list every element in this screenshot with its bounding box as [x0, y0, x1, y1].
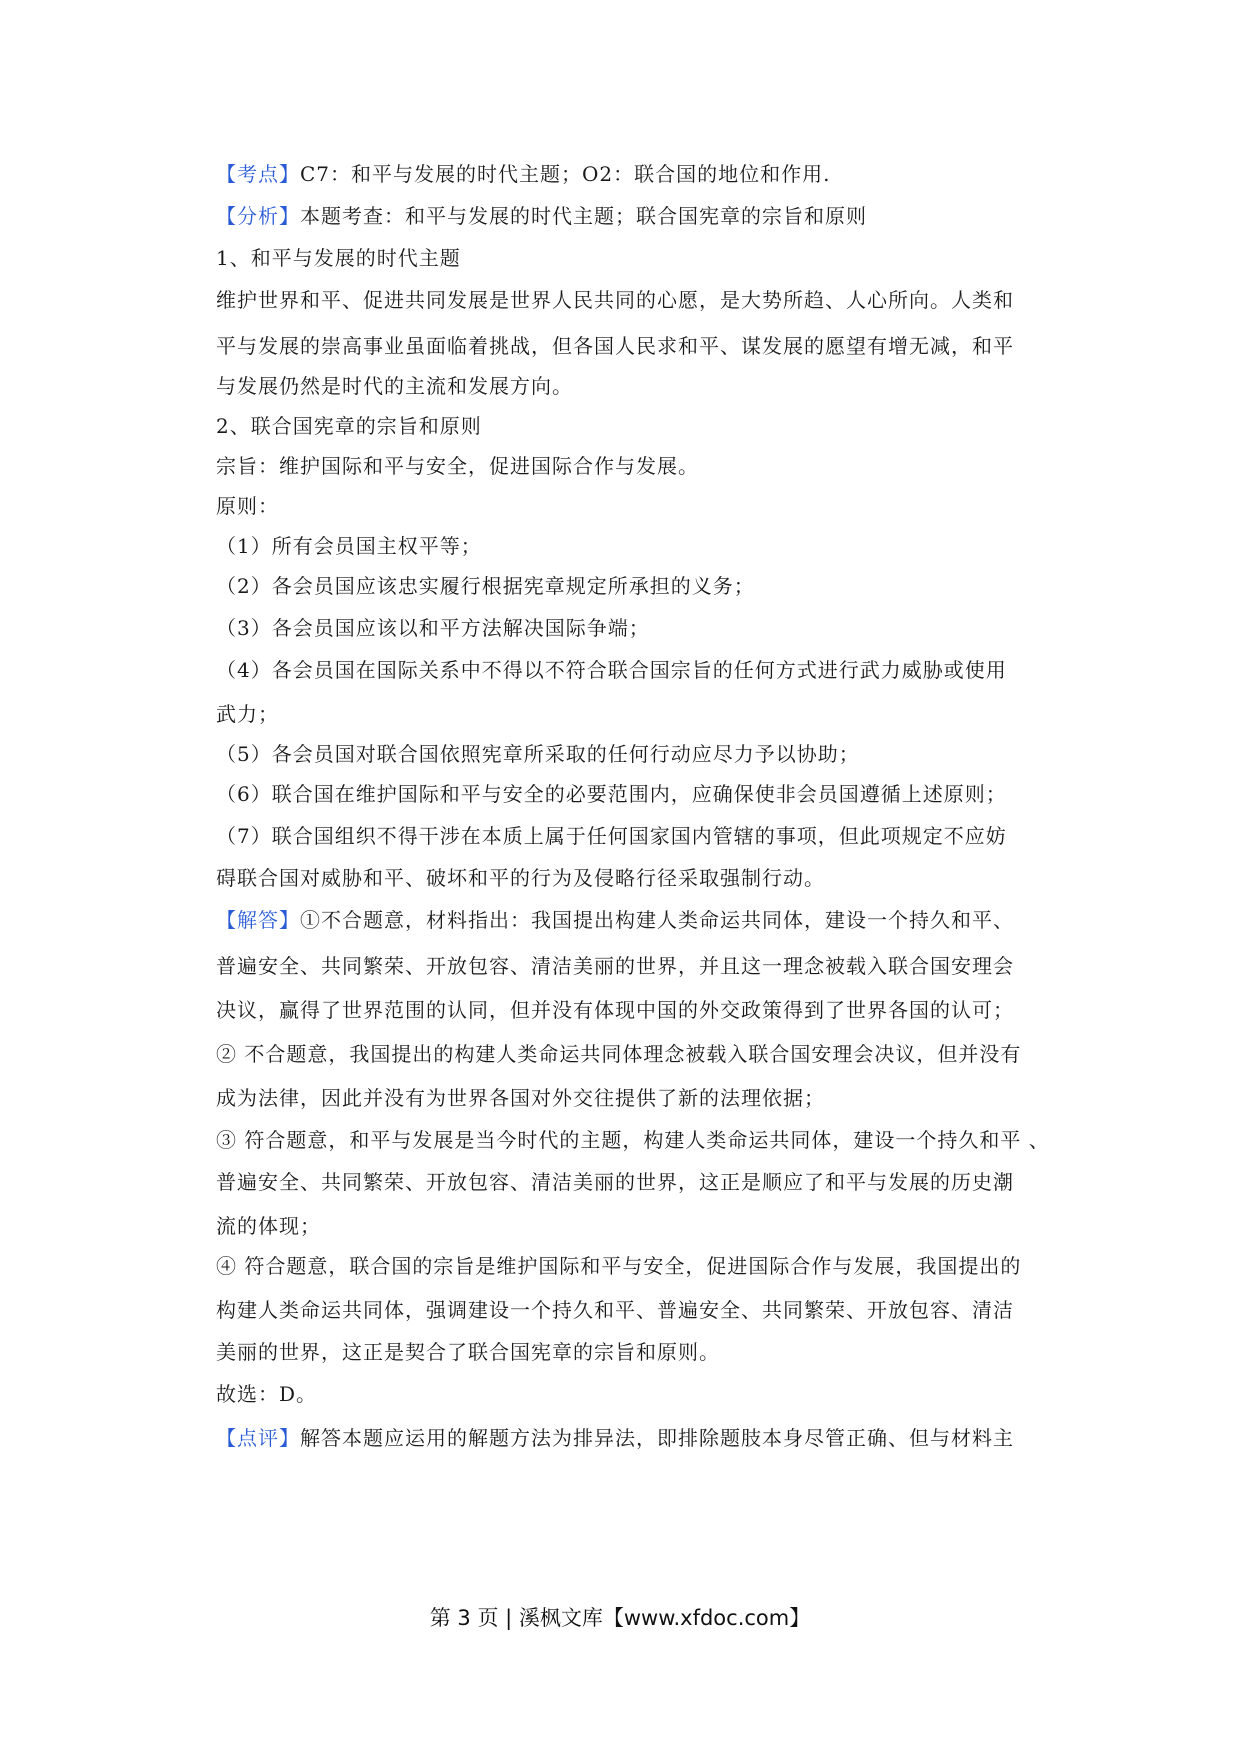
line-text: ①不合题意，材料指出：我国提出构建人类命运共同体，建设一个持久和平、 — [300, 908, 1014, 932]
line-text: 平与发展的崇高事业虽面临着挑战，但各国人民求和平、谋发展的愿望有增无减，和平 — [216, 334, 1014, 358]
paragraph-line — [216, 700, 279, 728]
page-footer: 第 3 页 | 溪枫文库【www.xfdoc.com】 — [429, 1606, 811, 1630]
labeled-paragraph-line — [216, 1424, 1014, 1452]
paragraph-line — [216, 1126, 1050, 1154]
section-tag: 【考点】 — [216, 162, 300, 186]
labeled-paragraph-line — [216, 160, 831, 188]
paragraph-line — [216, 822, 1007, 850]
line-text: 普遍安全、共同繁荣、开放包容、清洁美丽的世界，这正是顺应了和平与发展的历史潮 — [216, 1170, 1014, 1194]
paragraph-line — [216, 864, 825, 892]
line-text: （2）各会员国应该忠实履行根据宪章规定所承担的义务； — [216, 574, 755, 598]
paragraph-line — [216, 1296, 1014, 1324]
paragraph-line — [216, 740, 860, 768]
paragraph-line — [216, 286, 1014, 314]
paragraph-line — [216, 452, 699, 480]
paragraph-line — [216, 1380, 317, 1408]
line-text: 美丽的世界，这正是契合了联合国宪章的宗旨和原则。 — [216, 1340, 720, 1364]
line-text: C7：和平与发展的时代主题；O2：联合国的地位和作用. — [300, 162, 831, 186]
paragraph-line — [216, 244, 461, 272]
section-tag: 【点评】 — [216, 1426, 300, 1450]
line-text: 宗旨：维护国际和平与安全，促进国际合作与发展。 — [216, 454, 699, 478]
labeled-paragraph-line — [216, 202, 867, 230]
paragraph-line — [216, 656, 1007, 684]
paragraph-line — [216, 1040, 1021, 1068]
line-text: （6）联合国在维护国际和平与安全的必要范围内，应确保使非会员国遵循上述原则； — [216, 782, 1007, 806]
line-text: 故选：D。 — [216, 1382, 318, 1406]
line-text: 与发展仍然是时代的主流和发展方向。 — [216, 374, 573, 398]
line-text: （1）所有会员国主权平等； — [216, 534, 482, 558]
paragraph-line — [216, 412, 482, 440]
line-text: 原则： — [216, 494, 279, 518]
line-text: （3）各会员国应该以和平方法解决国际争端； — [216, 616, 650, 640]
section-tag: 【解答】 — [216, 908, 300, 932]
line-text: 决议，赢得了世界范围的认同，但并没有体现中国的外交政策得到了世界各国的认可； — [216, 998, 1014, 1022]
line-text: 本题考查：和平与发展的时代主题；联合国宪章的宗旨和原则 — [300, 204, 867, 228]
line-text: （4）各会员国在国际关系中不得以不符合联合国宗旨的任何方式进行武力威胁或使用 — [216, 658, 1007, 682]
line-text: 解答本题应运用的解题方法为排异法，即排除题肢本身尽管正确、但与材料主 — [300, 1426, 1014, 1450]
paragraph-line — [216, 1212, 321, 1240]
line-text: 武力； — [216, 702, 279, 726]
paragraph-line — [216, 780, 1007, 808]
paragraph-line — [216, 492, 279, 520]
paragraph-line — [216, 614, 650, 642]
paragraph-line — [216, 1338, 720, 1366]
line-text: 2、联合国宪章的宗旨和原则 — [216, 414, 482, 438]
line-text: 构建人类命运共同体，强调建设一个持久和平、普遍安全、共同繁荣、开放包容、清洁 — [216, 1298, 1014, 1322]
line-text: 成为法律，因此并没有为世界各国对外交往提供了新的法理依据； — [216, 1086, 825, 1110]
paragraph-line — [216, 372, 573, 400]
line-text: 普遍安全、共同繁荣、开放包容、清洁美丽的世界，并且这一理念被载入联合国安理会 — [216, 954, 1014, 978]
line-text: （7）联合国组织不得干涉在本质上属于任何国家国内管辖的事项，但此项规定不应妨 — [216, 824, 1007, 848]
labeled-paragraph-line — [216, 906, 1014, 934]
line-text: 维护世界和平、促进共同发展是世界人民共同的心愿，是大势所趋、人心所向。人类和 — [216, 288, 1014, 312]
paragraph-line — [216, 1252, 1021, 1280]
paragraph-line — [216, 1168, 1014, 1196]
paragraph-line — [216, 572, 755, 600]
line-text: 碍联合国对威胁和平、破坏和平的行为及侵略行径采取强制行动。 — [216, 866, 825, 890]
line-text: ② 不合题意，我国提出的构建人类命运共同体理念被载入联合国安理会决议，但并没有 — [216, 1042, 1022, 1066]
line-text: 1、和平与发展的时代主题 — [216, 246, 461, 270]
paragraph-line — [216, 996, 1014, 1024]
line-text: （5）各会员国对联合国依照宪章所采取的任何行动应尽力予以协助； — [216, 742, 860, 766]
paragraph-line — [216, 532, 482, 560]
section-tag: 【分析】 — [216, 204, 300, 228]
paragraph-line — [216, 1084, 825, 1112]
line-text: 流的体现； — [216, 1214, 321, 1238]
paragraph-line — [216, 332, 1014, 360]
line-text: ④ 符合题意，联合国的宗旨是维护国际和平与安全，促进国际合作与发展，我国提出的 — [216, 1254, 1022, 1278]
paragraph-line — [216, 952, 1014, 980]
line-text: ③ 符合题意，和平与发展是当今时代的主题，构建人类命运共同体，建设一个持久和平 、 — [216, 1128, 1050, 1152]
